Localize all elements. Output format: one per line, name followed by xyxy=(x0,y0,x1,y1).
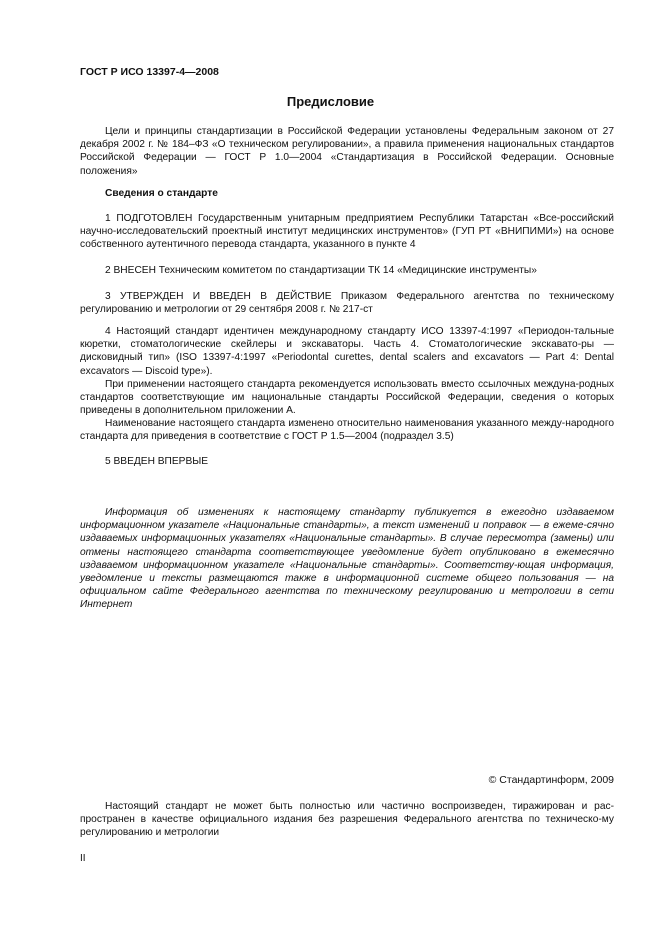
page-number: II xyxy=(80,853,86,864)
intro-paragraph: Цели и принципы стандартизации в Российской Федерации установлены Федеральным законом от 27 декабря 2002 г. № 184–ФЗ «О техническом регулировании», а правила применения национальных стандартов Российской Федерации — ГОСТ Р 1.0—2004 «Стандартизация в Российской Федерации. Основные положения» xyxy=(80,126,614,177)
item-3: 3 УТВЕРЖДЕН И ВВЕДЕН В ДЕЙСТВИЕ Приказом Федерального агентства по техническому регулированию и метрологии от 29 сентября 2008 г. № 217-ст xyxy=(80,291,614,316)
info-notice: Информация об изменениях к настоящему стандарту публикуется в ежегодно издаваемом информационном указателе «Национальные стандарты», а текст изменений и поправок — в ежеме-сячно издаваемых информационных указателях «Национальные стандарты». В случае пересмотра (замены) или отмены настоящего стандарта соответствующее уведомление будет опубликовано в ежемесячно издаваемом информационном указателе «Национальные стандарты». Соответству-ющая информация, уведомление и тексты размещаются также в информационной системе общего пользования — на официальном сайте Федерального агентства по техническому регулированию и метрологии в сети Интернет xyxy=(80,507,614,611)
item-5: 5 ВВЕДЕН ВПЕРВЫЕ xyxy=(105,456,209,467)
copyright-line: © Стандартинформ, 2009 xyxy=(488,774,614,786)
reproduction-notice: Настоящий стандарт не может быть полностью или частично воспроизведен, тиражирован и рас-пространен в качестве официального издания без разрешения Федерального агентства по техническо-му регулированию и метрологии xyxy=(80,801,614,839)
item-4-paragraph-2: При применении настоящего стандарта рекомендуется использовать вместо ссылочных междуна-родных стандартов соответствующие им национальные стандарты Российской Федерации, сведения о которых приведены в дополнительном приложении А. xyxy=(80,379,614,417)
document-header: ГОСТ Р ИСО 13397-4—2008 xyxy=(80,66,219,78)
item-1: 1 ПОДГОТОВЛЕН Государственным унитарным предприятием Республики Татарстан «Все-российский научно-исследовательский проектный институт медицинских инструментов» (ГУП РТ «ВНИПИМИ») на основе собственного аутентичного перевода стандарта, указанного в пункте 4 xyxy=(80,213,614,251)
section-heading: Сведения о стандарте xyxy=(105,188,218,199)
page-title: Предисловие xyxy=(286,94,375,109)
item-4: 4 Настоящий стандарт идентичен международному стандарту ИСО 13397-4:1997 «Периодон-тальные кюретки, стоматологические скейлеры и экскаваторы. Часть 4. Стоматологические экскавато-ры — дисковидный тип» (ISO 13397-4:1997 «Periodontal curettes, dental scalers and excavators — Part 4: Dental excavators — Discoid type»). xyxy=(80,326,614,377)
item-2: 2 ВНЕСЕН Техническим комитетом по стандартизации ТК 14 «Медицинские инструменты» xyxy=(105,265,537,276)
item-4-paragraph-3: Наименование настоящего стандарта изменено относительно наименования указанного между-народного стандарта для приведения в соответствие с ГОСТ Р 1.5—2004 (подраздел 3.5) xyxy=(80,418,614,443)
